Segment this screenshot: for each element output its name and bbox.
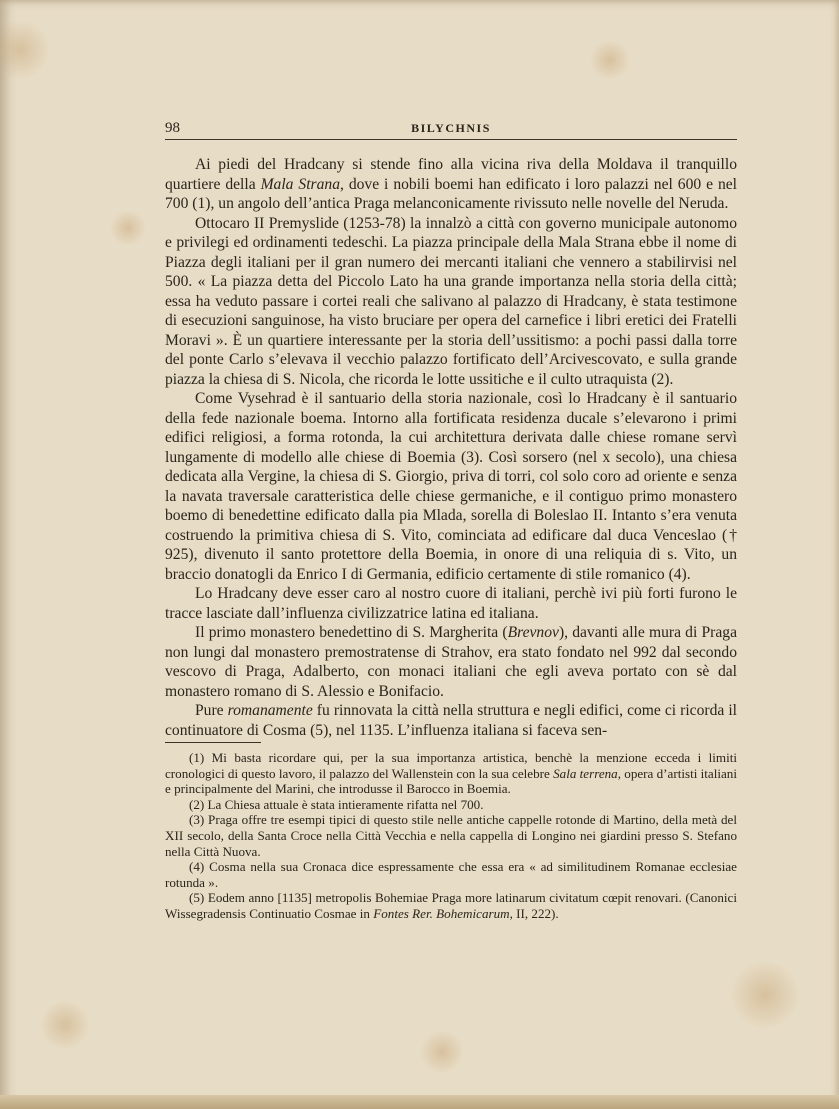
foxing-stain (0, 20, 50, 80)
page-bottom-edge (0, 1095, 839, 1109)
text-run: (5) Eodem anno [1135] metropolis Bohemiae Praga more latinarum civitatum cœpit renovari. (Canonici Wissegradensis Continuatio Cosmae in (165, 890, 737, 921)
header-rule (165, 139, 737, 140)
footnote (165, 890, 737, 921)
text-run: fu rinnovata la città nella struttura e negli edifici, come ci ricorda il continuatore di Cosma (5), nel 1135. L’influenza italiana si faceva sen- (165, 702, 737, 739)
text-run: Lo Hradcany deve esser caro al nostro cuore di italiani, perchè ivi più forti furono le tracce lasciate dall’influenza civilizzatrice latina ed italiana. (165, 585, 737, 622)
text-run: , opera d’artisti italiani e principalmente del Marini, che introdusse il Barocco in Boemia. (165, 765, 737, 797)
footnotes (165, 750, 737, 922)
foxing-stain (590, 40, 630, 80)
italic-text: Sala terrena (553, 765, 618, 781)
text-run: II, 222). (512, 905, 559, 921)
paragraph (165, 155, 737, 214)
text-run: ), davanti alle mura di Praga non lungi dal monastero premostratense di Strahov, era stato fondato nel 992 dal secondo vescovo di Praga, Adalberto, con monaci italiani che egli aveva portato con sè dal monastero romano di S. Alessio e Bonifacio. (165, 624, 737, 700)
paragraph (165, 389, 737, 584)
page-header (165, 120, 737, 138)
paragraph (165, 584, 737, 623)
text-run: Il primo monastero benedettino di S. Margherita ( (195, 624, 508, 641)
footnote (165, 859, 737, 890)
foxing-stain (110, 210, 146, 246)
foxing-stain (730, 960, 800, 1030)
text-run: Ottocaro II Premyslide (1253-78) la innalzò a città con governo municipale autonomo e privilegi ed ordinamenti tedeschi. La piazza principale della Mala Strana ebbe il nome di Piazza degli italiani per il gran numero dei mercanti italiani che vennero a stabilirvisi nel 500. « La piazza detta del Piccolo Lato ha una grande importanza nella storia della città; essa ha veduto passare i cortei reali che salivano al palazzo di Hradcany, è stata testimone di esecuzioni sanguinose, ha visto bruciare per opera del carnefice i libri eretici dei Fratelli Moravi ». È un quartiere interessante per la storia dell’ussitismo: a pochi passi dalla torre del ponte Carlo s’elevava il vecchio palazzo fortificato dell’Arcivescovato, e sulla grande piazza la chiesa di S. Nicola, che ricorda le lotte ussitiche e il culto utraquista (2). (165, 214, 737, 388)
italic-text: Brevnov (507, 624, 559, 641)
foxing-stain (420, 1030, 464, 1074)
footnote (165, 797, 737, 813)
footnote (165, 750, 737, 797)
text-run: , dove i nobili boemi han edificato i loro palazzi nel 600 e nel 700 (1), un angolo dell’antica Praga melanconicamente rivissuto nelle novelle del Neruda. (165, 175, 737, 212)
footnote-rule (165, 742, 261, 743)
text-run: Come Vysehrad è il santuario della storia nazionale, così lo Hradcany è il santuario della fede nazionale boema. Intorno alla fortificata residenza ducale s’elevarono i primi edifici religiosi, a forma rotonda, la cui architettura derivata dalle chiese romane servì lungamente di modello alle chiese di Boemia (3). Così sorsero (nel x secolo), una chiesa dedicata alla Vergine, la chiesa di S. Giorgio, priva di torri, col solo coro ad oriente e senza la navata traversale caratteristica delle chiese germaniche, e il contiguo primo monastero boemo di benedettine edificato dalla pia Mlada, sorella di Boleslao II. Intanto s’era venuta costruendo la primitiva chiesa di S. Vito, cominciata ad edificare dal duca Venceslao († 925), divenuto il santo protettore della Boemia, in onore di una reliquia di s. Vito, un braccio donatogli da Enrico I di Germania, edificio certamente di stile romanico (4). (165, 390, 737, 583)
text-run: Pure (195, 702, 228, 719)
running-head: BILYCHNIS (411, 121, 491, 135)
text-run: Ai piedi del Hradcany si stende fino alla vicina riva della Moldava il tranquillo quartiere della (165, 156, 737, 193)
text-run: (4) Cosma nella sua Cronaca dice espressamente che essa era « ad similitudinem Romanae ecclesiae rotunda ». (165, 859, 737, 890)
text-run: (3) Praga offre tre esempi tipici di questo stile nelle antiche cappelle rotonde di Martino, della metà del XII secolo, della Santa Croce nella Città Vecchia e nella cappella di Longino nei giardini presso S. Stefano nella Città Nuova. (165, 812, 737, 859)
footnote (165, 812, 737, 859)
page-number: 98 (165, 120, 180, 136)
italic-text: Mala Strana (260, 175, 340, 193)
italic-text: romanamente (227, 702, 313, 719)
text-run: (1) Mi basta ricordare qui, per la sua importanza artistica, benchè la menzione ecceda i limiti cronologici di questo lavoro, il palazzo del Wallenstein con la sua celebre (165, 750, 737, 781)
paragraph (165, 623, 737, 701)
paragraph (165, 701, 737, 740)
italic-text: Fontes Rer. Bohemicarum, (373, 905, 513, 921)
foxing-stain (40, 1000, 90, 1050)
text-run: (2) La Chiesa attuale è stata intieramente rifatta nel 700. (189, 796, 484, 812)
paragraph (165, 214, 737, 390)
main-text (165, 155, 737, 740)
